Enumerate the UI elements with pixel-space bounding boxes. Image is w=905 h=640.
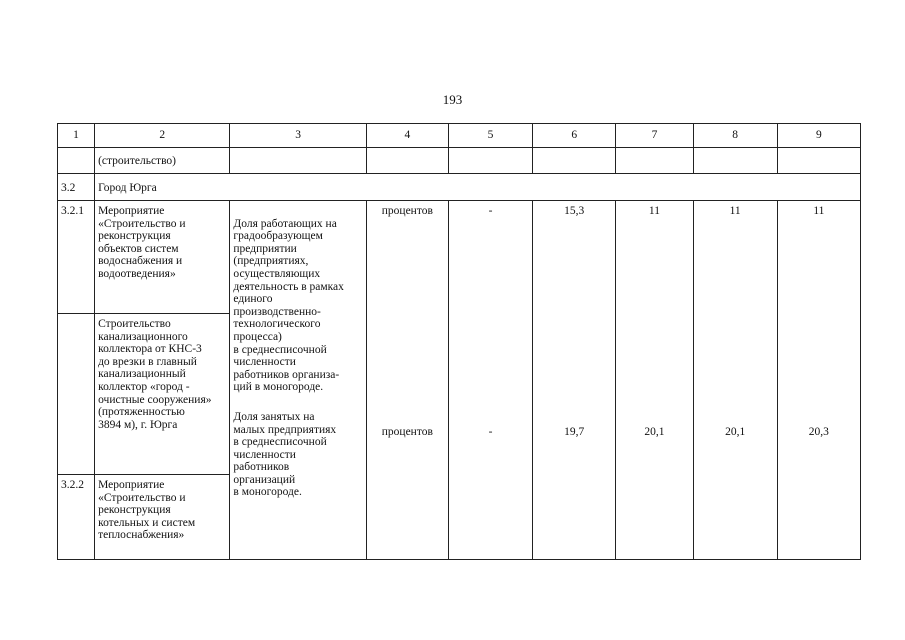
table-cell <box>58 148 95 174</box>
table-cell <box>448 148 532 174</box>
table-cell <box>58 314 95 475</box>
table-cell <box>533 148 616 174</box>
event-cell: Мероприятие «Строительство и реконструкция котельных и систем теплоснабжения» <box>95 475 230 560</box>
value-cell <box>533 201 616 560</box>
header-cell: 3 <box>230 124 366 148</box>
header-cell: 5 <box>448 124 532 148</box>
value: 15,3 <box>564 205 585 217</box>
unit-value: процентов <box>381 425 433 438</box>
header-cell: 9 <box>777 124 860 148</box>
header-cell: 4 <box>366 124 448 148</box>
row-number: 3.2.1 <box>58 201 95 314</box>
value: - <box>488 205 493 217</box>
value-cell <box>777 201 860 560</box>
table-cell <box>366 148 448 174</box>
value: 20,1 <box>644 425 665 438</box>
indicator-text: Доля занятых на малых предприятиях в среднесписочной численности работников организаций в моногороде. <box>233 410 337 499</box>
header-cell: 7 <box>616 124 693 148</box>
page-number: 193 <box>442 92 463 107</box>
header-cell: 6 <box>533 124 616 148</box>
row-number: 3.2.2 <box>58 475 95 560</box>
program-table <box>57 123 861 560</box>
header-row <box>58 124 861 148</box>
header-cell: 2 <box>95 124 230 148</box>
section-row <box>58 174 861 201</box>
value: 19,7 <box>564 425 585 438</box>
value: 20,3 <box>808 425 829 438</box>
section-number: 3.2 <box>58 174 95 201</box>
value-cell <box>693 201 777 560</box>
table-row <box>58 148 861 174</box>
section-title: Город Юрга <box>95 174 861 201</box>
header-cell: 8 <box>693 124 777 148</box>
table-cell <box>230 148 366 174</box>
table-cell <box>777 148 860 174</box>
unit-value: процентов <box>381 205 433 217</box>
continued-cell: (строительство) <box>95 148 230 174</box>
table-cell <box>693 148 777 174</box>
value: 20,1 <box>725 425 746 438</box>
sub-event-cell: Строительство канализационного коллектора от КНС-3 до врезки в главный канализационный коллектор «город - очистные сооружения» (протяженностью 3894 м), г. Юрга <box>95 314 230 475</box>
value: 11 <box>648 205 660 217</box>
value: - <box>488 425 493 438</box>
value: 11 <box>729 205 741 217</box>
value: 11 <box>813 205 825 217</box>
indicators-cell <box>230 201 366 560</box>
table-row <box>58 201 861 314</box>
table-cell <box>616 148 693 174</box>
unit-cell <box>366 201 448 560</box>
indicator-text: Доля работающих на градообразующем предприятии (предприятиях, осуществляющих деятельность в рамках единого производственно- технологического процесса) в среднесписочной численности работников организа- ций в моногороде. <box>233 217 344 394</box>
event-cell: Мероприятие «Строительство и реконструкция объектов систем водоснабжения и водоотведения» <box>95 201 230 314</box>
header-cell: 1 <box>58 124 95 148</box>
value-cell <box>616 201 693 560</box>
value-cell <box>448 201 532 560</box>
